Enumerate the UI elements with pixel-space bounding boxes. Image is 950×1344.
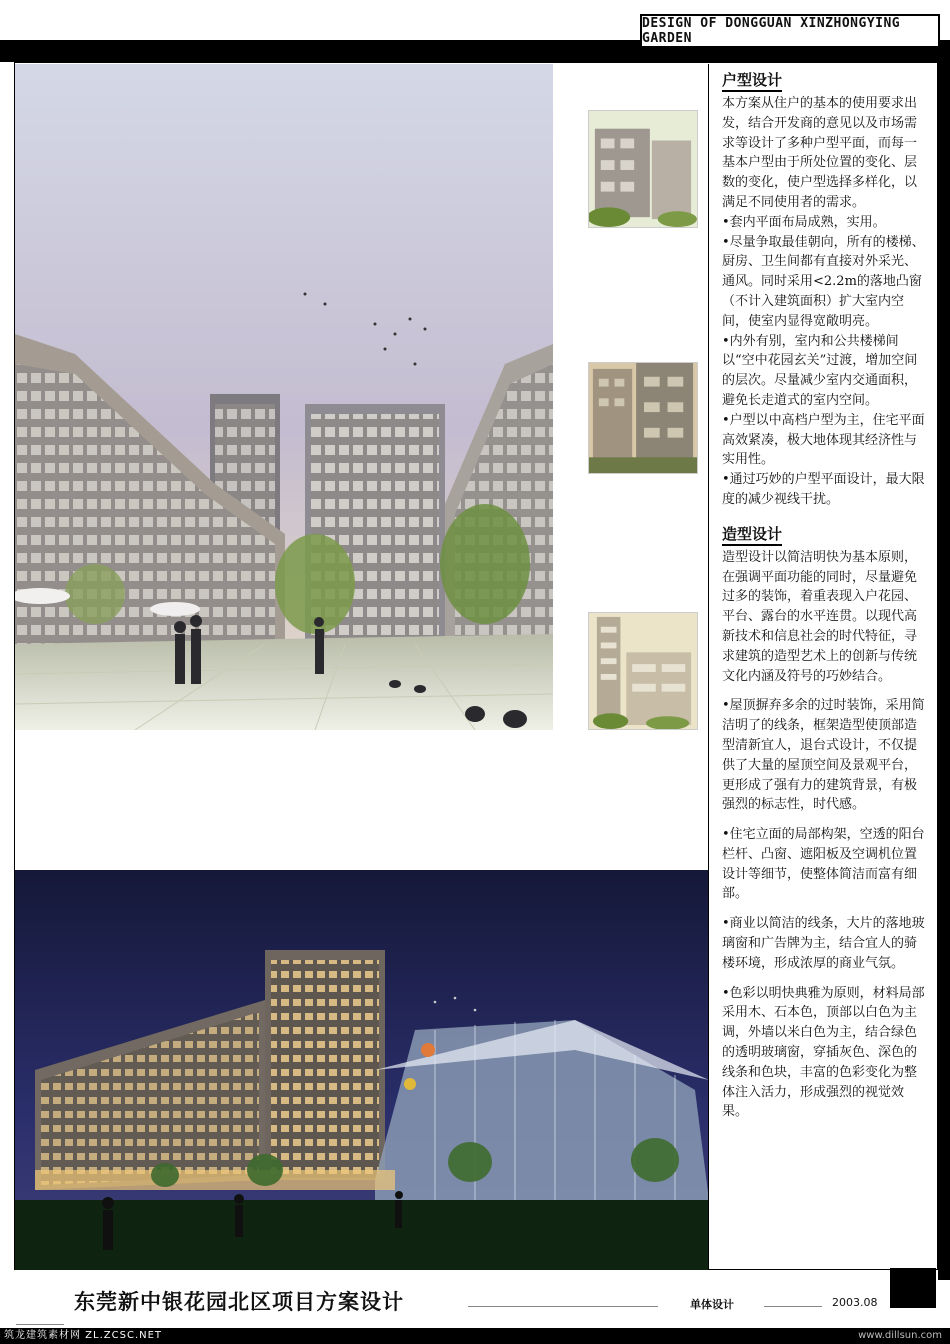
project-title: 东莞新中银花园北区项目方案设计 [74,1290,404,1314]
bullet-paragraph: •通过巧妙的户型平面设计，最大限度的减少视线干扰。 [722,472,925,507]
thumbnail-tower-detail [588,612,698,730]
sheet-category: 单体设计 [690,1298,734,1311]
bullet-paragraph: •内外有别，室内和公共楼梯间以“空中花园玄关”过渡，增加空间的层次。尽量减少室内交通面积，避免长走道式的室内空间。 [722,333,918,408]
bullet-paragraph: •套内平面布局成熟，实用。 [722,214,886,230]
bullet-paragraph: •色彩以明快典雅为原则，材料局部采用木、石本色，顶部以白色为主调，外墙以米白色为主，结合绿色的透明玻璃窗，穿插灰色、深色的线条和色块，丰富的色彩变化为整体注入活力，形成强烈的视觉效果。 [722,985,925,1120]
bullet-paragraph: •商业以简洁的线条，大片的落地玻璃窗和广告牌为主，结合宜人的骑楼环境，形成浓厚的商业气氛。 [722,916,925,971]
bullet-paragraph: •尽量争取最佳朝向，所有的楼梯、厨房、卫生间都有直接对外采光、通风。同时采用<2.2m的落地凸窗（不计入建筑面积）扩大室内空间，使室内显得宽敞明亮。 [722,234,925,329]
header-title: DESIGN OF DONGGUAN XINZHONGYING GARDEN [640,14,940,48]
thumbnail-balcony-detail [588,110,698,228]
watermark-strip: 筑龙建筑素材网 ZL.ZCSC.NET [0,1328,950,1344]
footer-black-block [890,1268,936,1308]
watermark-url: www.dillsun.com [858,1330,942,1341]
section-unit-design [722,70,928,510]
footer-rule [764,1306,822,1307]
section-form-design [722,524,928,1123]
footer [0,1276,950,1344]
bullet-paragraph: •住宅立面的局部构架，空透的阳台栏杆、凸窗、遮阳板及空调机位置设计等细节，使整体简洁而富有细部。 [722,827,925,902]
footer-rule [468,1306,658,1307]
bullet-paragraph: •屋顶摒弃多余的过时装饰，采用简洁明了的线条，框架造型使顶部造型清新宜人，退台式设计，不仅提供了大量的屋顶空间及景观平台，更形成了强有力的建筑背景，有极强烈的标志性，时代感。 [722,698,925,813]
footer-rule [16,1324,64,1325]
night-perspective-rendering [15,870,709,1270]
paragraph: 本方案从住户的基本的使用要求出发，结合开发商的意见以及市场需求等设计了多种户型平面，而每一基本户型由于所处位置的变化、层数的变化，使户型选择多样化，以满足不同使用者的需求。 [722,96,918,210]
paragraph: 造型设计以简洁明快为基本原则，在强调平面功能的同时，尽量避免过多的装饰，着重表现入户花园、平台、露台的水平连贯。以现代高新技术和信息社会的时代特征，寻求建筑的造型艺术上的创新与传统文化内涵及符号的巧妙结合。 [722,549,918,684]
thumbnail-sky-garden-detail [588,362,698,474]
section-title: 户型设计 [722,70,782,92]
section-title: 造型设计 [722,524,782,546]
day-perspective-rendering [15,64,553,730]
sheet-date: 2003.08 [832,1296,878,1309]
bullet-paragraph: •户型以中高档户型为主，住宅平面高效紧凑，极大地体现其经济性与实用性。 [722,412,925,468]
right-black-bar [938,62,950,1280]
description-column [708,64,938,1270]
